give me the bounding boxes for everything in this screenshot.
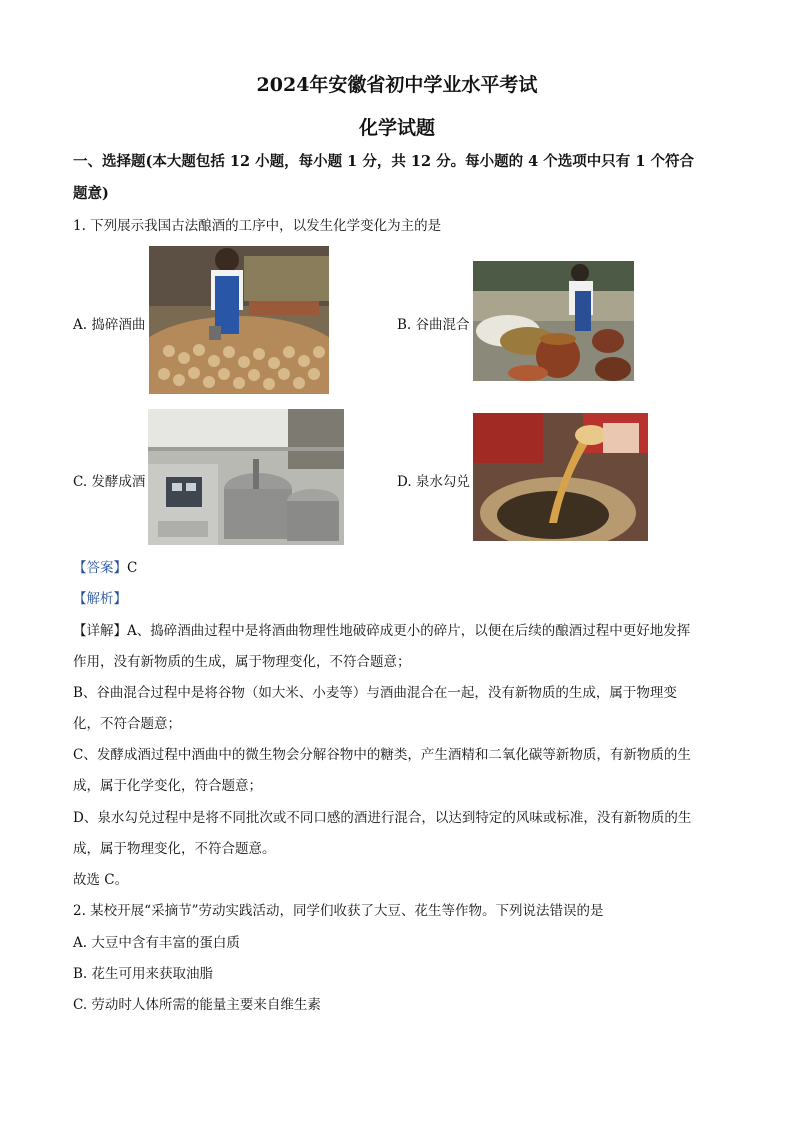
q1-option-c-photo [148,409,344,545]
q2-option-c: C. 劳动时人体所需的能量主要来自维生素 [73,997,321,1013]
q1-explanation-line-3: B、谷曲混合过程中是将谷物（如大米、小麦等）与酒曲混合在一起，没有新物质的生成，属于物理变 [73,685,677,701]
q1-explanation-line-2: 作用，没有新物质的生成，属于物理变化，不符合题意； [73,654,411,670]
q1-option-c-label: C. 发酵成酒 [73,474,146,490]
exam-subtitle: 化学试题 [358,117,435,139]
q1-option-b-photo [473,261,634,381]
q2-option-a: A. 大豆中含有丰富的蛋白质 [73,935,240,951]
detail-tag: 【详解】 [73,623,127,639]
q1-conclusion: 故选 C。 [73,872,129,888]
explanation-text: A、捣碎酒曲过程中是将酒曲物理性地破碎成更小的碎片，以便在后续的酿酒过程中更好地发挥 [127,623,691,639]
q1-explanation-line-7: D、泉水勾兑过程中是将不同批次或不同口感的酒进行混合，以达到特定的风味或标准，没有新物质的生 [73,810,692,826]
q1-stem: 1. 下列展示我国古法酿酒的工序中，以发生化学变化为主的是 [73,218,442,234]
answer-tag: 【答案】 [73,560,127,576]
q1-explanation-line-8: 成，属于物理变化，不符合题意。 [73,841,276,857]
q1-option-d-photo [473,413,648,541]
q1-explanation-line-6: 成，属于化学变化，符合题意； [73,778,262,794]
answer-value: C [127,560,138,576]
section-heading-line1: 一、选择题(本大题包括 12 小题，每小题 1 分，共 12 分。每小题的 4 个选项中只有 1 个符合 [73,153,694,170]
q1-option-d-label: D. 泉水勾兑 [397,474,470,490]
analysis-tag: 【解析】 [73,591,127,607]
q1-answer [73,556,137,576]
q2-option-b: B. 花生可用来获取油脂 [73,966,214,982]
q1-explanation-line-4: 化，不符合题意； [73,716,181,732]
q1-option-b-label: B. 谷曲混合 [397,317,470,333]
exam-title: 2024年安徽省初中学业水平考试 [256,74,538,96]
q1-option-a-label: A. 捣碎酒曲 [73,317,146,333]
q1-option-a-photo [149,246,329,394]
q1-explanation-line-5: C、发酵成酒过程中酒曲中的微生物会分解谷物中的糖类，产生酒精和二氧化碳等新物质，有新物质的生 [73,747,691,763]
section-heading-line2: 题意) [73,185,109,202]
q1-explanation-line-1 [73,619,690,639]
q2-stem: 2. 某校开展“采摘节”劳动实践活动，同学们收获了大豆、花生等作物。下列说法错误的是 [73,903,604,919]
